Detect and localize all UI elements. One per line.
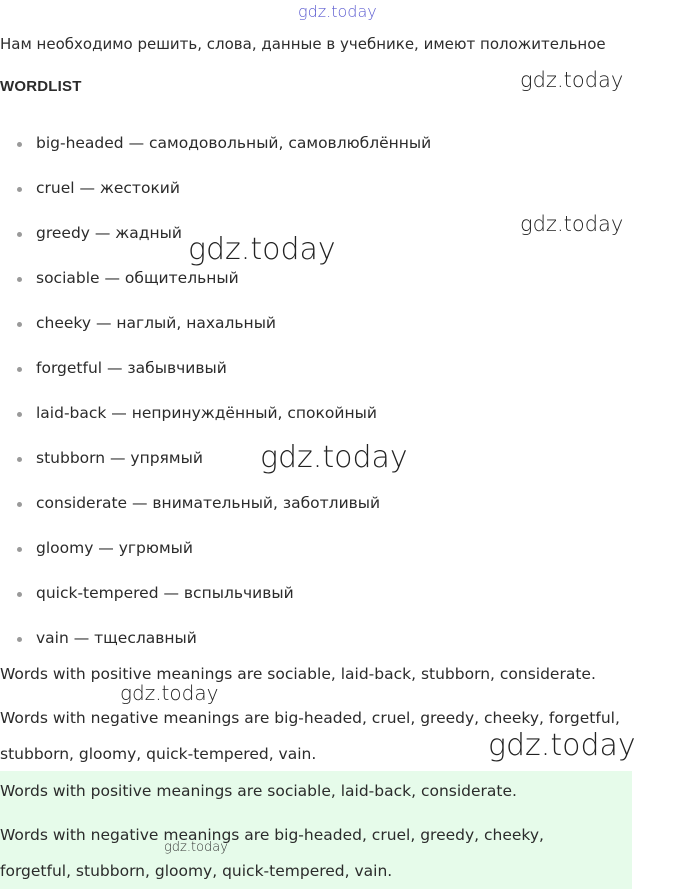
bullet-icon	[17, 322, 22, 327]
list-item-text: cheeky — наглый, нахальный	[36, 314, 277, 332]
bullet-icon	[17, 502, 22, 507]
bullet-icon	[17, 412, 22, 417]
positive-words-paragraph: Words with positive meanings are sociable, laid-back, stubborn, considerate.	[0, 665, 596, 683]
list-item-text: gloomy — угрюмый	[36, 539, 193, 557]
bullet-icon	[17, 637, 22, 642]
list-item	[0, 310, 431, 355]
list-item	[0, 355, 431, 400]
answer-positive: Words with positive meanings are sociable, laid-back, considerate.	[0, 782, 517, 800]
list-item	[0, 400, 431, 445]
bullet-icon	[17, 142, 22, 147]
list-item	[0, 175, 431, 220]
bullet-icon	[17, 187, 22, 192]
list-item-text: quick-tempered — вспыльчивый	[36, 584, 294, 602]
watermark-top: gdz.today	[298, 2, 377, 21]
bullet-icon	[17, 547, 22, 552]
list-item-text: laid-back — непринуждённый, спокойный	[36, 404, 377, 422]
watermark: gdz.today	[520, 212, 624, 236]
watermark: gdz.today	[488, 728, 636, 763]
watermark: gdz.today	[520, 68, 624, 92]
list-item-text: considerate — внимательный, заботливый	[36, 494, 381, 512]
list-item-text: sociable — общительный	[36, 269, 239, 287]
list-item	[0, 580, 431, 625]
list-item-text: big-headed — самодовольный, самовлюблённый	[36, 134, 432, 152]
bullet-icon	[17, 277, 22, 282]
bullet-icon	[17, 592, 22, 597]
list-item	[0, 490, 431, 535]
list-item-text: cruel — жестокий	[36, 179, 180, 197]
list-item-text: vain — тщеславный	[36, 629, 197, 647]
bullet-icon	[17, 457, 22, 462]
list-item-text: forgetful — забывчивый	[36, 359, 227, 377]
answer-negative: Words with negative meanings are big-headed, cruel, greedy, cheeky, forgetful, stubborn, gloomy, quick-tempered, vain.	[0, 826, 544, 880]
watermark: gdz.today	[164, 840, 228, 855]
wordlist-heading: WORDLIST	[0, 78, 82, 95]
negative-words-paragraph: Words with negative meanings are big-headed, cruel, greedy, cheeky, forgetful, stubborn, gloomy, quick-tempered, vain.	[0, 709, 620, 763]
bullet-icon	[17, 367, 22, 372]
answer-box	[0, 771, 632, 889]
list-item-text: greedy — жадный	[36, 224, 182, 242]
watermark: gdz.today	[188, 232, 336, 267]
watermark: gdz.today	[120, 681, 219, 705]
list-item	[0, 265, 431, 310]
bullet-icon	[17, 232, 22, 237]
list-item	[0, 535, 431, 580]
watermark: gdz.today	[260, 440, 408, 475]
wordlist	[0, 130, 431, 670]
intro-text: Нам необходимо решить, слова, данные в учебнике, имеют положительное	[0, 35, 606, 53]
list-item-text: stubborn — упрямый	[36, 449, 203, 467]
list-item	[0, 130, 431, 175]
